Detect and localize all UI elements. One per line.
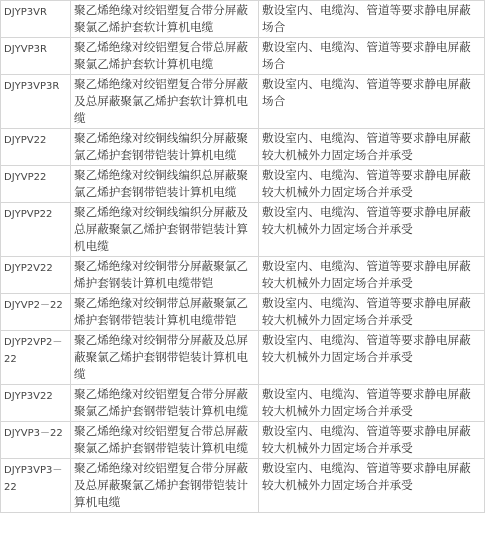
usage-cell: 敷设室内、电缆沟、管道等要求静电屏蔽较大机械外力固定场合并承受 bbox=[259, 459, 485, 513]
model-cell: DJYPV22 bbox=[1, 129, 71, 166]
usage-cell: 敷设室内、电缆沟、管道等要求静电屏蔽较大机械外力固定场合并承受 bbox=[259, 331, 485, 385]
product-name-cell: 聚乙烯绝缘对绞铜线编织分屏蔽聚氯乙烯护套钢带铠装计算机电缆 bbox=[71, 129, 259, 166]
model-cell: DJYPVP22 bbox=[1, 203, 71, 257]
table-row bbox=[1, 203, 485, 257]
table-row bbox=[1, 385, 485, 422]
product-name-cell: 聚乙烯绝缘对绞铝塑复合带分屏蔽及总屏蔽聚氯乙烯护套钢带铠装计算机电缆 bbox=[71, 459, 259, 513]
product-name-cell: 聚乙烯绝缘对绞铝塑复合带总屏蔽聚氯乙烯护套钢带铠装计算机电缆 bbox=[71, 422, 259, 459]
product-name-cell: 聚乙烯绝缘对绞铜线编织总屏蔽聚氯乙烯护套钢带铠装计算机电缆 bbox=[71, 166, 259, 203]
table-row bbox=[1, 257, 485, 294]
product-name-cell: 聚乙烯绝缘对绞铝塑复合带分屏蔽聚氯乙烯护套钢带铠装计算机电缆 bbox=[71, 385, 259, 422]
model-cell: DJYP3VR bbox=[1, 1, 71, 38]
model-cell: DJYVP3R bbox=[1, 38, 71, 75]
product-name-cell: 聚乙烯绝缘对绞铜带分屏蔽及总屏蔽聚氯乙烯护套钢带铠装计算机电缆 bbox=[71, 331, 259, 385]
usage-cell: 敷设室内、电缆沟、管道等要求静电屏蔽较大机械外力固定场合并承受 bbox=[259, 385, 485, 422]
product-name-cell: 聚乙烯绝缘对绞铝塑复合带总屏蔽聚氯乙烯护套软计算机电缆 bbox=[71, 38, 259, 75]
model-cell: DJYP2V22 bbox=[1, 257, 71, 294]
usage-cell: 敷设室内、电缆沟、管道等要求静电屏蔽较大机械外力固定场合并承受 bbox=[259, 422, 485, 459]
table-row bbox=[1, 38, 485, 75]
model-cell: DJYP2VP2－22 bbox=[1, 331, 71, 385]
usage-cell: 敷设室内、电缆沟、管道等要求静电屏蔽较大机械外力固定场合并承受 bbox=[259, 294, 485, 331]
model-cell: DJYVP3－22 bbox=[1, 422, 71, 459]
usage-cell: 敷设室内、电缆沟、管道等要求静电屏蔽较大机械外力固定场合并承受 bbox=[259, 129, 485, 166]
usage-cell: 敷设室内、电缆沟、管道等要求静电屏蔽较大机械外力固定场合并承受 bbox=[259, 166, 485, 203]
model-cell: DJYP3V22 bbox=[1, 385, 71, 422]
model-cell: DJYP3VP3R bbox=[1, 75, 71, 129]
table-row bbox=[1, 294, 485, 331]
table-row bbox=[1, 459, 485, 513]
usage-cell: 敷设室内、电缆沟、管道等要求静电屏蔽较大机械外力固定场合并承受 bbox=[259, 257, 485, 294]
usage-cell: 敷设室内、电缆沟、管道等要求静电屏蔽场合 bbox=[259, 1, 485, 38]
table-row bbox=[1, 166, 485, 203]
table-row bbox=[1, 331, 485, 385]
usage-cell: 敷设室内、电缆沟、管道等要求静电屏蔽较大机械外力固定场合并承受 bbox=[259, 203, 485, 257]
product-name-cell: 聚乙烯绝缘对绞铜线编织分屏蔽及总屏蔽聚氯乙烯护套钢带铠装计算机电缆 bbox=[71, 203, 259, 257]
table-row bbox=[1, 75, 485, 129]
table-row bbox=[1, 129, 485, 166]
model-cell: DJYVP22 bbox=[1, 166, 71, 203]
product-name-cell: 聚乙烯绝缘对绞铜带分屏蔽聚氯乙烯护套钢装计算机电缆带铠 bbox=[71, 257, 259, 294]
table-row bbox=[1, 422, 485, 459]
model-cell: DJYVP2－22 bbox=[1, 294, 71, 331]
model-cell: DJYP3VP3－22 bbox=[1, 459, 71, 513]
usage-cell: 敷设室内、电缆沟、管道等要求静电屏蔽场合 bbox=[259, 75, 485, 129]
product-name-cell: 聚乙烯绝缘对绞铜带总屏蔽聚氯乙烯护套钢带铠装计算机电缆带铠 bbox=[71, 294, 259, 331]
product-name-cell: 聚乙烯绝缘对绞铝塑复合带分屏蔽及总屏蔽聚氯乙烯护套软计算机电缆 bbox=[71, 75, 259, 129]
table-row bbox=[1, 1, 485, 38]
product-name-cell: 聚乙烯绝缘对绞铝塑复合带分屏蔽聚氯乙烯护套软计算机电缆 bbox=[71, 1, 259, 38]
usage-cell: 敷设室内、电缆沟、管道等要求静电屏蔽场合 bbox=[259, 38, 485, 75]
